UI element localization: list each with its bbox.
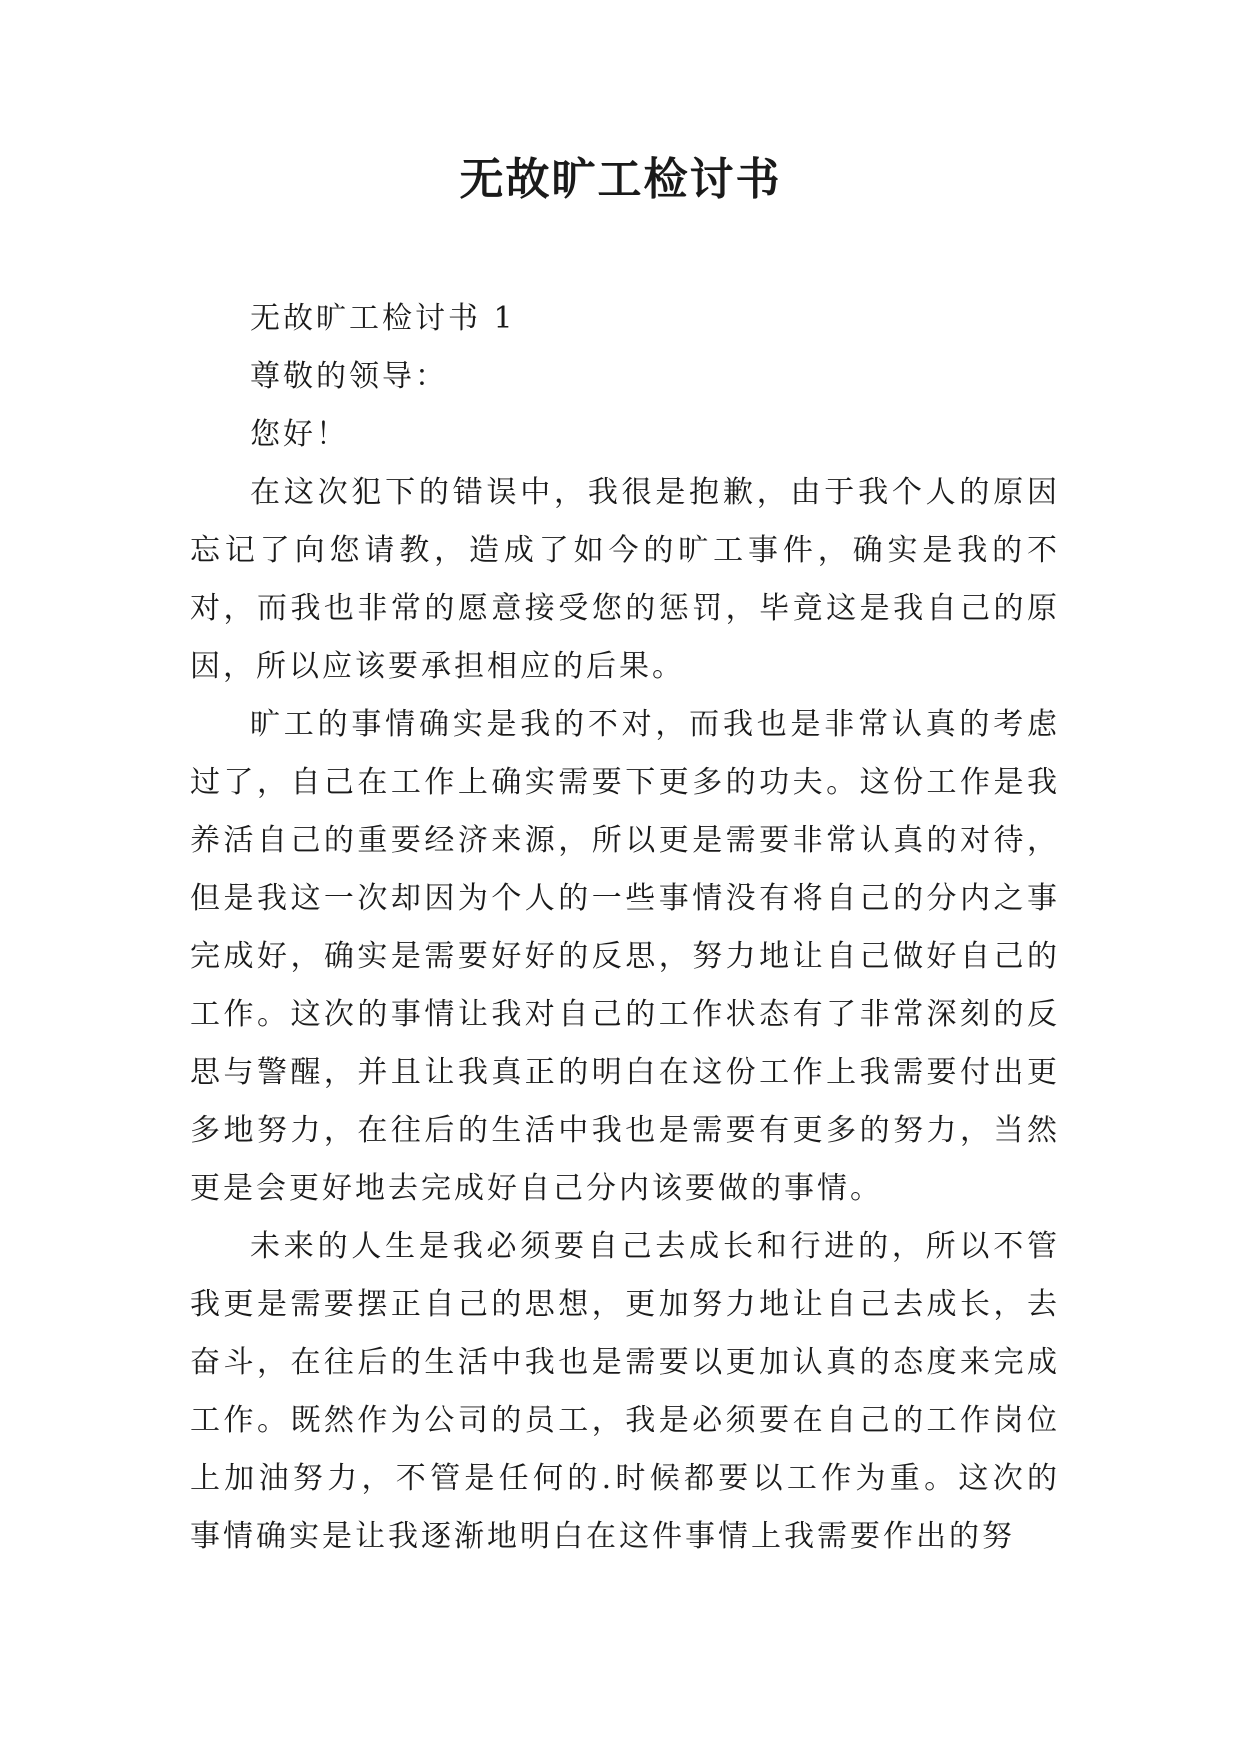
paragraph-1: 在这次犯下的错误中，我很是抱歉，由于我个人的原因忘记了向您请教，造成了如今的旷工事件，确实是我的不对，而我也非常的愿意接受您的惩罚，毕竟这是我自己的原因，所以应该要承担相应的后果。 <box>190 475 1060 684</box>
section-heading: 无故旷工检讨书 1 <box>250 301 516 336</box>
salutation: 尊敬的领导： <box>250 359 448 394</box>
greeting: 您好！ <box>250 417 349 452</box>
document-title: 无故旷工检讨书 <box>459 154 782 205</box>
paragraph-3: 未来的人生是我必须要自己去成长和行进的，所以不管我更是需要摆正自己的思想，更加努力地让自己去成长，去奋斗，在往后的生活中我也是需要以更加认真的态度来完成工作。既然作为公司的员工，我是必须要在自己的工作岗位上加油努力，不管是任何的.时候都要以工作为重。这次的事情确实是让我逐渐地明白在这件事情上我需要作出的努 <box>190 1229 1060 1554</box>
paragraph-2: 旷工的事情确实是我的不对，而我也是非常认真的考虑过了，自己在工作上确实需要下更多的功夫。这份工作是我养活自己的重要经济来源，所以更是需要非常认真的对待，但是我这一次却因为个人的一些事情没有将自己的分内之事完成好，确实是需要好好的反思，努力地让自己做好自己的工作。这次的事情让我对自己的工作状态有了非常深刻的反思与警醒，并且让我真正的明白在这份工作上我需要付出更多地努力，在往后的生活中我也是需要有更多的努力，当然更是会更好地去完成好自己分内该要做的事情。 <box>190 707 1060 1206</box>
document-body <box>190 290 1060 1566</box>
